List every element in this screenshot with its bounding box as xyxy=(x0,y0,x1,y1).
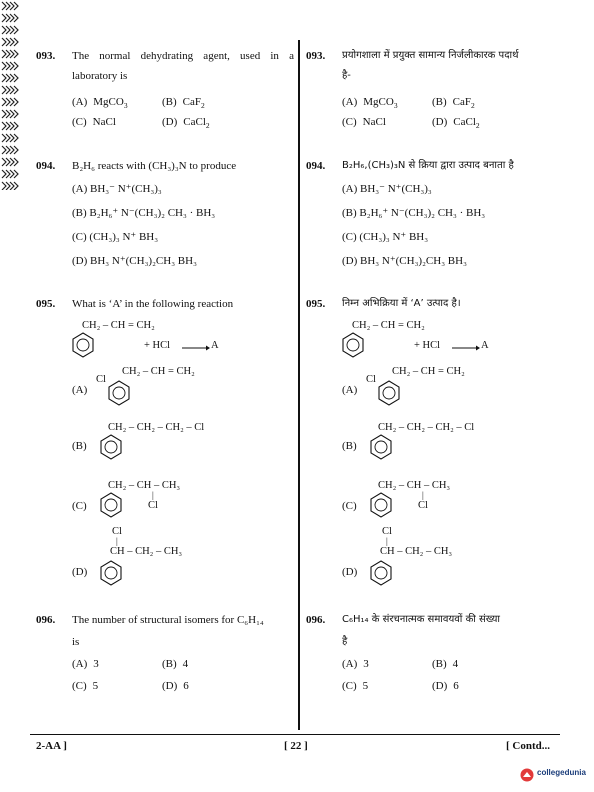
options-row-1 xyxy=(72,96,272,112)
decorative-border xyxy=(0,0,24,190)
option-b: (B) 4 xyxy=(162,658,189,670)
option-a-substituent: Cl xyxy=(96,374,106,385)
options-row-2 xyxy=(72,680,272,696)
options-row-2 xyxy=(342,116,542,132)
option-a: (A) MgCO$_3$ xyxy=(72,96,128,111)
column-divider xyxy=(298,40,300,730)
reagent: + HCl xyxy=(414,340,441,351)
reactant-chain: CH₂ – CH = CH₂ xyxy=(352,320,425,331)
option-b: (B) B₂H₆⁺ N⁻(CH₃)₂ CH₃ · BH₃ xyxy=(342,207,486,219)
arrow-right-icon xyxy=(452,345,480,351)
question-number: 096. xyxy=(36,614,56,626)
question-number: 095. xyxy=(36,298,56,310)
option-d: (D) BH₃ N⁺(CH₃)₂CH₃ BH₃ xyxy=(342,255,467,267)
logo-icon xyxy=(520,768,534,782)
benzene-ring-icon xyxy=(108,380,130,406)
option-a: (A) BH₃⁻ N⁺(CH₃)₃ xyxy=(342,183,432,195)
question-text: C₆H₁₄ के संरचनात्मक समावयवों की संख्या xyxy=(342,614,501,625)
benzene-ring-icon xyxy=(370,434,392,460)
option-b-label: (B) xyxy=(342,440,357,452)
option-a-chain: CH₂ – CH = CH₂ xyxy=(392,366,465,377)
option-d: (D) 6 xyxy=(162,680,189,692)
option-c: (C) NaCl xyxy=(72,116,116,128)
benzene-ring-icon xyxy=(378,380,400,406)
option-d-substituent: Cl xyxy=(112,526,122,537)
reagent: + HCl xyxy=(144,340,171,351)
option-b-chain: CH₂ – CH₂ – CH₂ – Cl xyxy=(378,422,475,433)
option-d: (D) BH₃ N⁺(CH₃)₂CH₃ BH₃ xyxy=(72,255,197,267)
option-a-label: (A) xyxy=(72,384,88,396)
question-text: The normal dehydrating agent, used in a xyxy=(72,50,294,62)
option-d-chain: CH – CH₂ – CH₃ xyxy=(110,546,183,557)
options-row-1 xyxy=(342,96,542,112)
benzene-ring-icon xyxy=(100,434,122,460)
option-d: (D) CaCl$_2$ xyxy=(162,116,210,131)
option-c: (C) 5 xyxy=(72,680,99,692)
page-number: [ 22 ] xyxy=(284,740,308,752)
option-c-chain: CH₂ – CH – CH₃ xyxy=(108,480,181,491)
option-a: (A) MgCO$_3$ xyxy=(342,96,398,111)
option-b: (B) CaF$_2$ xyxy=(162,96,205,111)
question-text: B₂H₆ reacts with (CH₃)₃N to produce xyxy=(72,160,237,172)
option-d: (D) 6 xyxy=(432,680,459,692)
option-c: (C) NaCl xyxy=(342,116,386,128)
option-c: (C) (CH₃)₃ N⁺ BH₃ xyxy=(342,231,429,243)
benzene-ring-icon xyxy=(100,560,122,586)
benzene-ring-icon xyxy=(72,332,94,358)
question-number: 093. xyxy=(306,50,326,62)
benzene-ring-icon xyxy=(342,332,364,358)
option-d: (D) CaCl$_2$ xyxy=(432,116,480,131)
option-c: (C) 5 xyxy=(342,680,369,692)
collegedunia-logo xyxy=(520,766,590,788)
logo-brand: collegedunia xyxy=(537,768,586,777)
option-d-label: (D) xyxy=(342,566,358,578)
question-text: B₂H₆,(CH₃)₃N से क्रिया द्वारा उत्पाद बनाता है xyxy=(342,160,514,171)
question-text: निम्न अभिक्रिया में ‘A’ उत्पाद है। xyxy=(342,298,461,309)
option-a: (A) BH₃⁻ N⁺(CH₃)₃ xyxy=(72,183,162,195)
option-a: (A) 3 xyxy=(72,658,99,670)
option-d-substituent: Cl xyxy=(382,526,392,537)
question-text: प्रयोगशाला में प्रयुक्त सामान्य निर्जलीकारक पदार्थ xyxy=(342,50,519,61)
product-label: A xyxy=(211,340,219,351)
option-c-substituent: Cl xyxy=(148,500,158,511)
question-text: The number of structural isomers for C₆H₁₄ xyxy=(72,614,264,626)
question-text-cont: is xyxy=(72,636,80,648)
paper-code: 2-AA ] xyxy=(36,740,67,752)
options-row-2 xyxy=(72,116,272,132)
option-a: (A) 3 xyxy=(342,658,369,670)
option-b: (B) CaF$_2$ xyxy=(432,96,475,111)
options-row-2 xyxy=(342,680,542,696)
option-c: (C) (CH₃)₃ N⁺ BH₃ xyxy=(72,231,159,243)
bond-line: | xyxy=(422,490,424,500)
product-label: A xyxy=(481,340,489,351)
benzene-ring-icon xyxy=(100,492,122,518)
bond-line: | xyxy=(152,490,154,500)
option-b-label: (B) xyxy=(72,440,87,452)
question-text-cont: है- xyxy=(342,70,351,81)
option-b: (B) B₂H₆⁺ N⁻(CH₃)₂ CH₃ · BH₃ xyxy=(72,207,216,219)
benzene-ring-icon xyxy=(370,560,392,586)
bond-line: | xyxy=(386,536,388,546)
option-c-label: (C) xyxy=(72,500,87,512)
question-number: 094. xyxy=(36,160,56,172)
options-row-1 xyxy=(72,658,272,674)
question-number: 094. xyxy=(306,160,326,172)
option-b-chain: CH₂ – CH₂ – CH₂ – Cl xyxy=(108,422,205,433)
option-a-label: (A) xyxy=(342,384,358,396)
option-d-label: (D) xyxy=(72,566,88,578)
bond-line: | xyxy=(116,536,118,546)
benzene-ring-icon xyxy=(370,492,392,518)
continued-label: [ Contd... xyxy=(506,740,551,752)
option-c-chain: CH₂ – CH – CH₃ xyxy=(378,480,451,491)
option-b: (B) 4 xyxy=(432,658,459,670)
question-number: 095. xyxy=(306,298,326,310)
arrow-right-icon xyxy=(182,345,210,351)
option-a-substituent: Cl xyxy=(366,374,376,385)
option-d-chain: CH – CH₂ – CH₃ xyxy=(380,546,453,557)
options-row-1 xyxy=(342,658,542,674)
question-number: 096. xyxy=(306,614,326,626)
option-a-chain: CH₂ – CH = CH₂ xyxy=(122,366,195,377)
reactant-chain: CH₂ – CH = CH₂ xyxy=(82,320,155,331)
question-text: What is ‘A’ in the following reaction xyxy=(72,298,234,310)
question-text-cont: laboratory is xyxy=(72,70,128,82)
question-number: 093. xyxy=(36,50,56,62)
option-c-substituent: Cl xyxy=(418,500,428,511)
question-text-cont: है xyxy=(342,636,348,647)
footer-rule xyxy=(30,734,560,735)
option-c-label: (C) xyxy=(342,500,357,512)
